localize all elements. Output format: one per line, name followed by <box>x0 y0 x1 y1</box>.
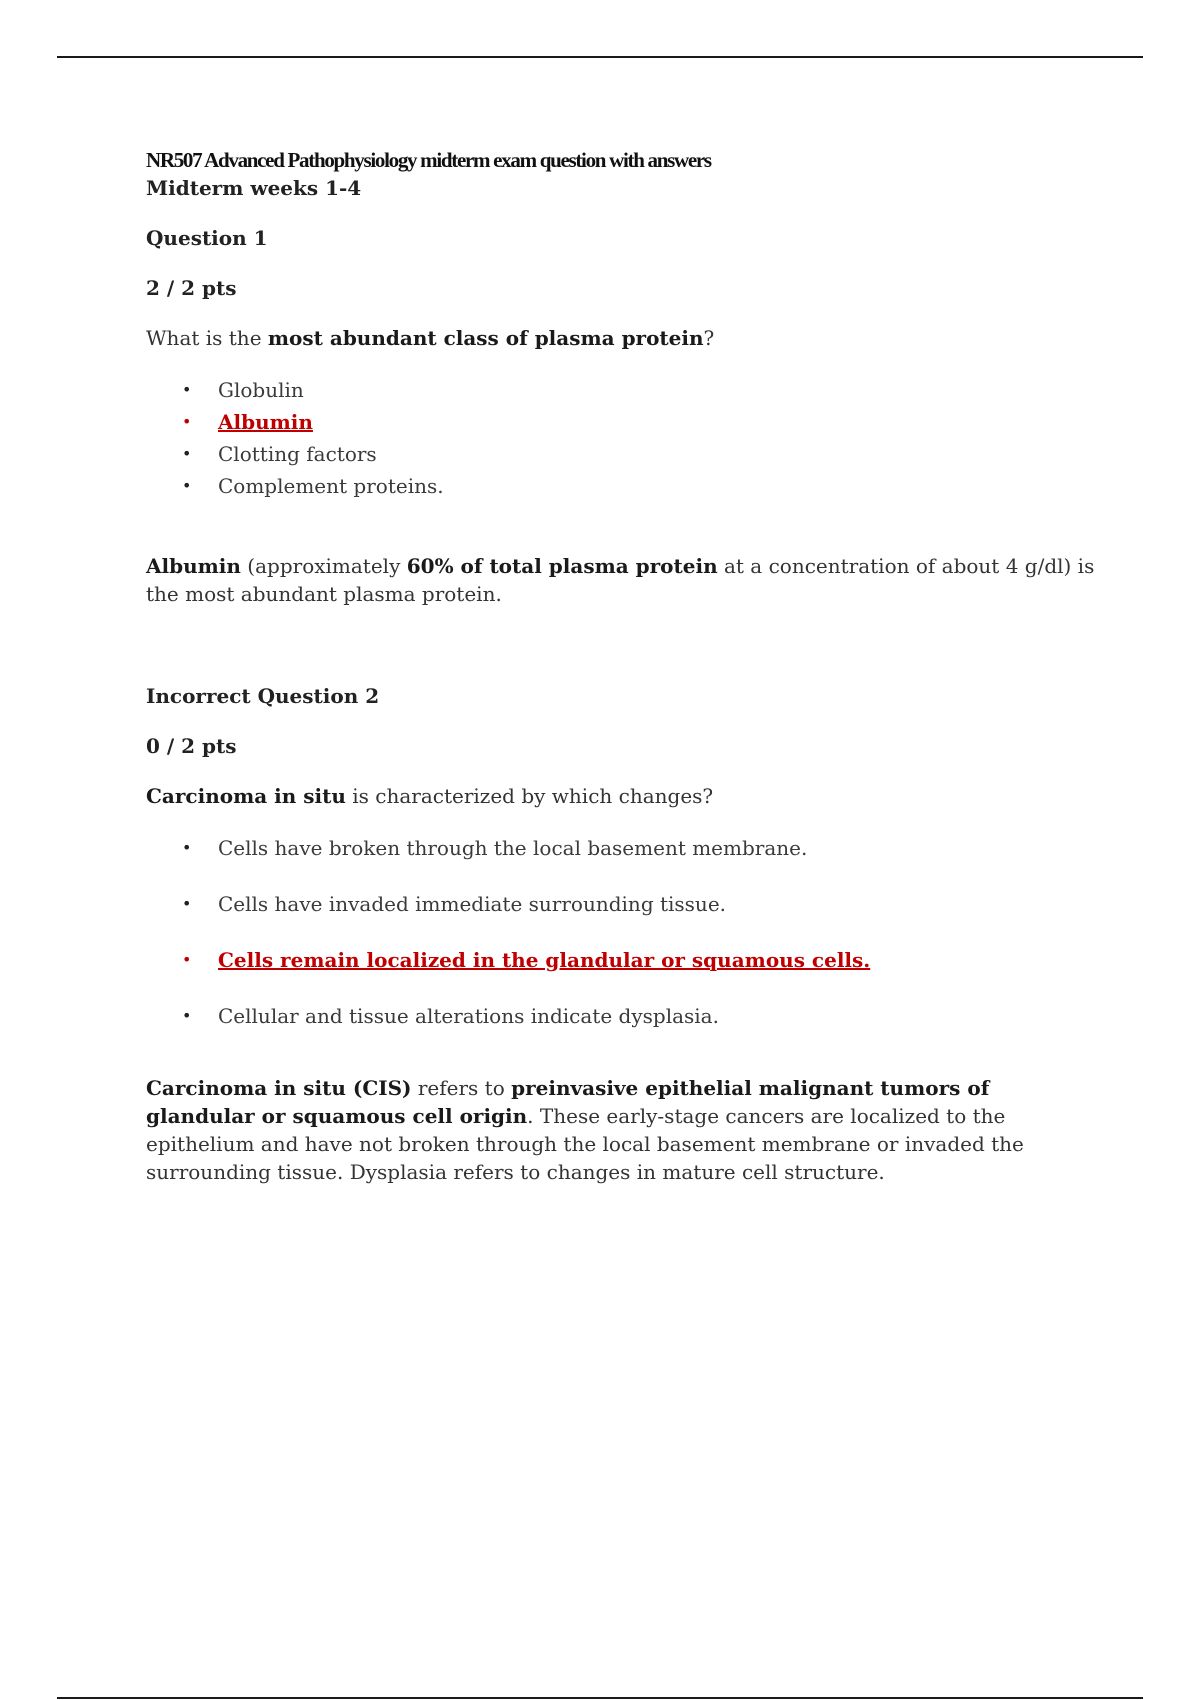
question-1-prompt <box>146 324 1096 352</box>
bullet-icon: • <box>182 444 192 463</box>
explanation-text: . These early-stage cancers are localized to the epithelium and have not broken through the local basement membrane or invaded the surrounding tissue. Dysplasia refers to changes in mature cell structure. <box>146 1104 1024 1184</box>
bullet-icon: • <box>182 950 192 969</box>
bottom-rule <box>57 1697 1143 1699</box>
document-body <box>146 146 1096 1186</box>
explanation-bold: Albumin <box>146 554 241 578</box>
bullet-icon: • <box>182 894 192 913</box>
bullet-icon: • <box>182 476 192 495</box>
answer-option <box>146 438 1096 470</box>
document-title: NR507 Advanced Pathophysiology midterm exam question with answers <box>146 148 711 172</box>
answer-option-text: Globulin <box>218 378 304 402</box>
question-2-options <box>146 832 1096 1056</box>
answer-option-text: Albumin <box>218 410 313 434</box>
bullet-icon: • <box>182 412 192 431</box>
explanation-text: (approximately <box>240 554 407 578</box>
prompt-text: is characterized by which changes? <box>345 784 714 808</box>
explanation-bold: Carcinoma in situ (CIS) <box>146 1076 412 1100</box>
answer-option-text: Cells have broken through the local basement membrane. <box>218 836 808 860</box>
prompt-bold: most abundant class of plasma protein <box>267 326 704 350</box>
explanation-text: refers to <box>411 1076 512 1100</box>
explanation-text: at a concentration of about 4 g/dl) is the most abundant plasma protein. <box>146 554 1095 606</box>
answer-option <box>146 374 1096 406</box>
bullet-icon: • <box>182 380 192 399</box>
bullet-icon: • <box>182 838 192 857</box>
question-2-prompt <box>146 782 1096 810</box>
answer-option-text: Complement proteins. <box>218 474 444 498</box>
answer-option <box>146 470 1096 502</box>
prompt-bold: Carcinoma in situ <box>146 784 346 808</box>
question-2-heading: Incorrect Question 2 <box>146 684 380 708</box>
correct-answer-option <box>146 406 1096 438</box>
question-2-points: 0 / 2 pts <box>146 734 237 758</box>
answer-option-text: Cells remain localized in the glandular or squamous cells. <box>218 948 871 972</box>
question-1-heading: Question 1 <box>146 226 268 250</box>
answer-option <box>146 1000 1096 1056</box>
prompt-text: ? <box>703 326 715 350</box>
correct-answer-option <box>146 944 1096 1000</box>
explanation-bold: preinvasive epithelial malignant tumors of glandular or squamous cell origin <box>146 1076 990 1128</box>
answer-option <box>146 832 1096 888</box>
explanation-bold: 60% of total plasma protein <box>406 554 718 578</box>
answer-option-text: Clotting factors <box>218 442 377 466</box>
top-rule <box>57 56 1143 58</box>
question-1-options <box>146 374 1096 502</box>
question-1-explanation <box>146 552 1096 608</box>
answer-option <box>146 888 1096 944</box>
question-1-points: 2 / 2 pts <box>146 276 237 300</box>
question-2-explanation <box>146 1074 1096 1186</box>
answer-option-text: Cellular and tissue alterations indicate dysplasia. <box>218 1004 719 1028</box>
bullet-icon: • <box>182 1006 192 1025</box>
answer-option-text: Cells have invaded immediate surrounding tissue. <box>218 892 727 916</box>
document-subtitle: Midterm weeks 1-4 <box>146 176 362 200</box>
prompt-text: What is the <box>146 326 268 350</box>
